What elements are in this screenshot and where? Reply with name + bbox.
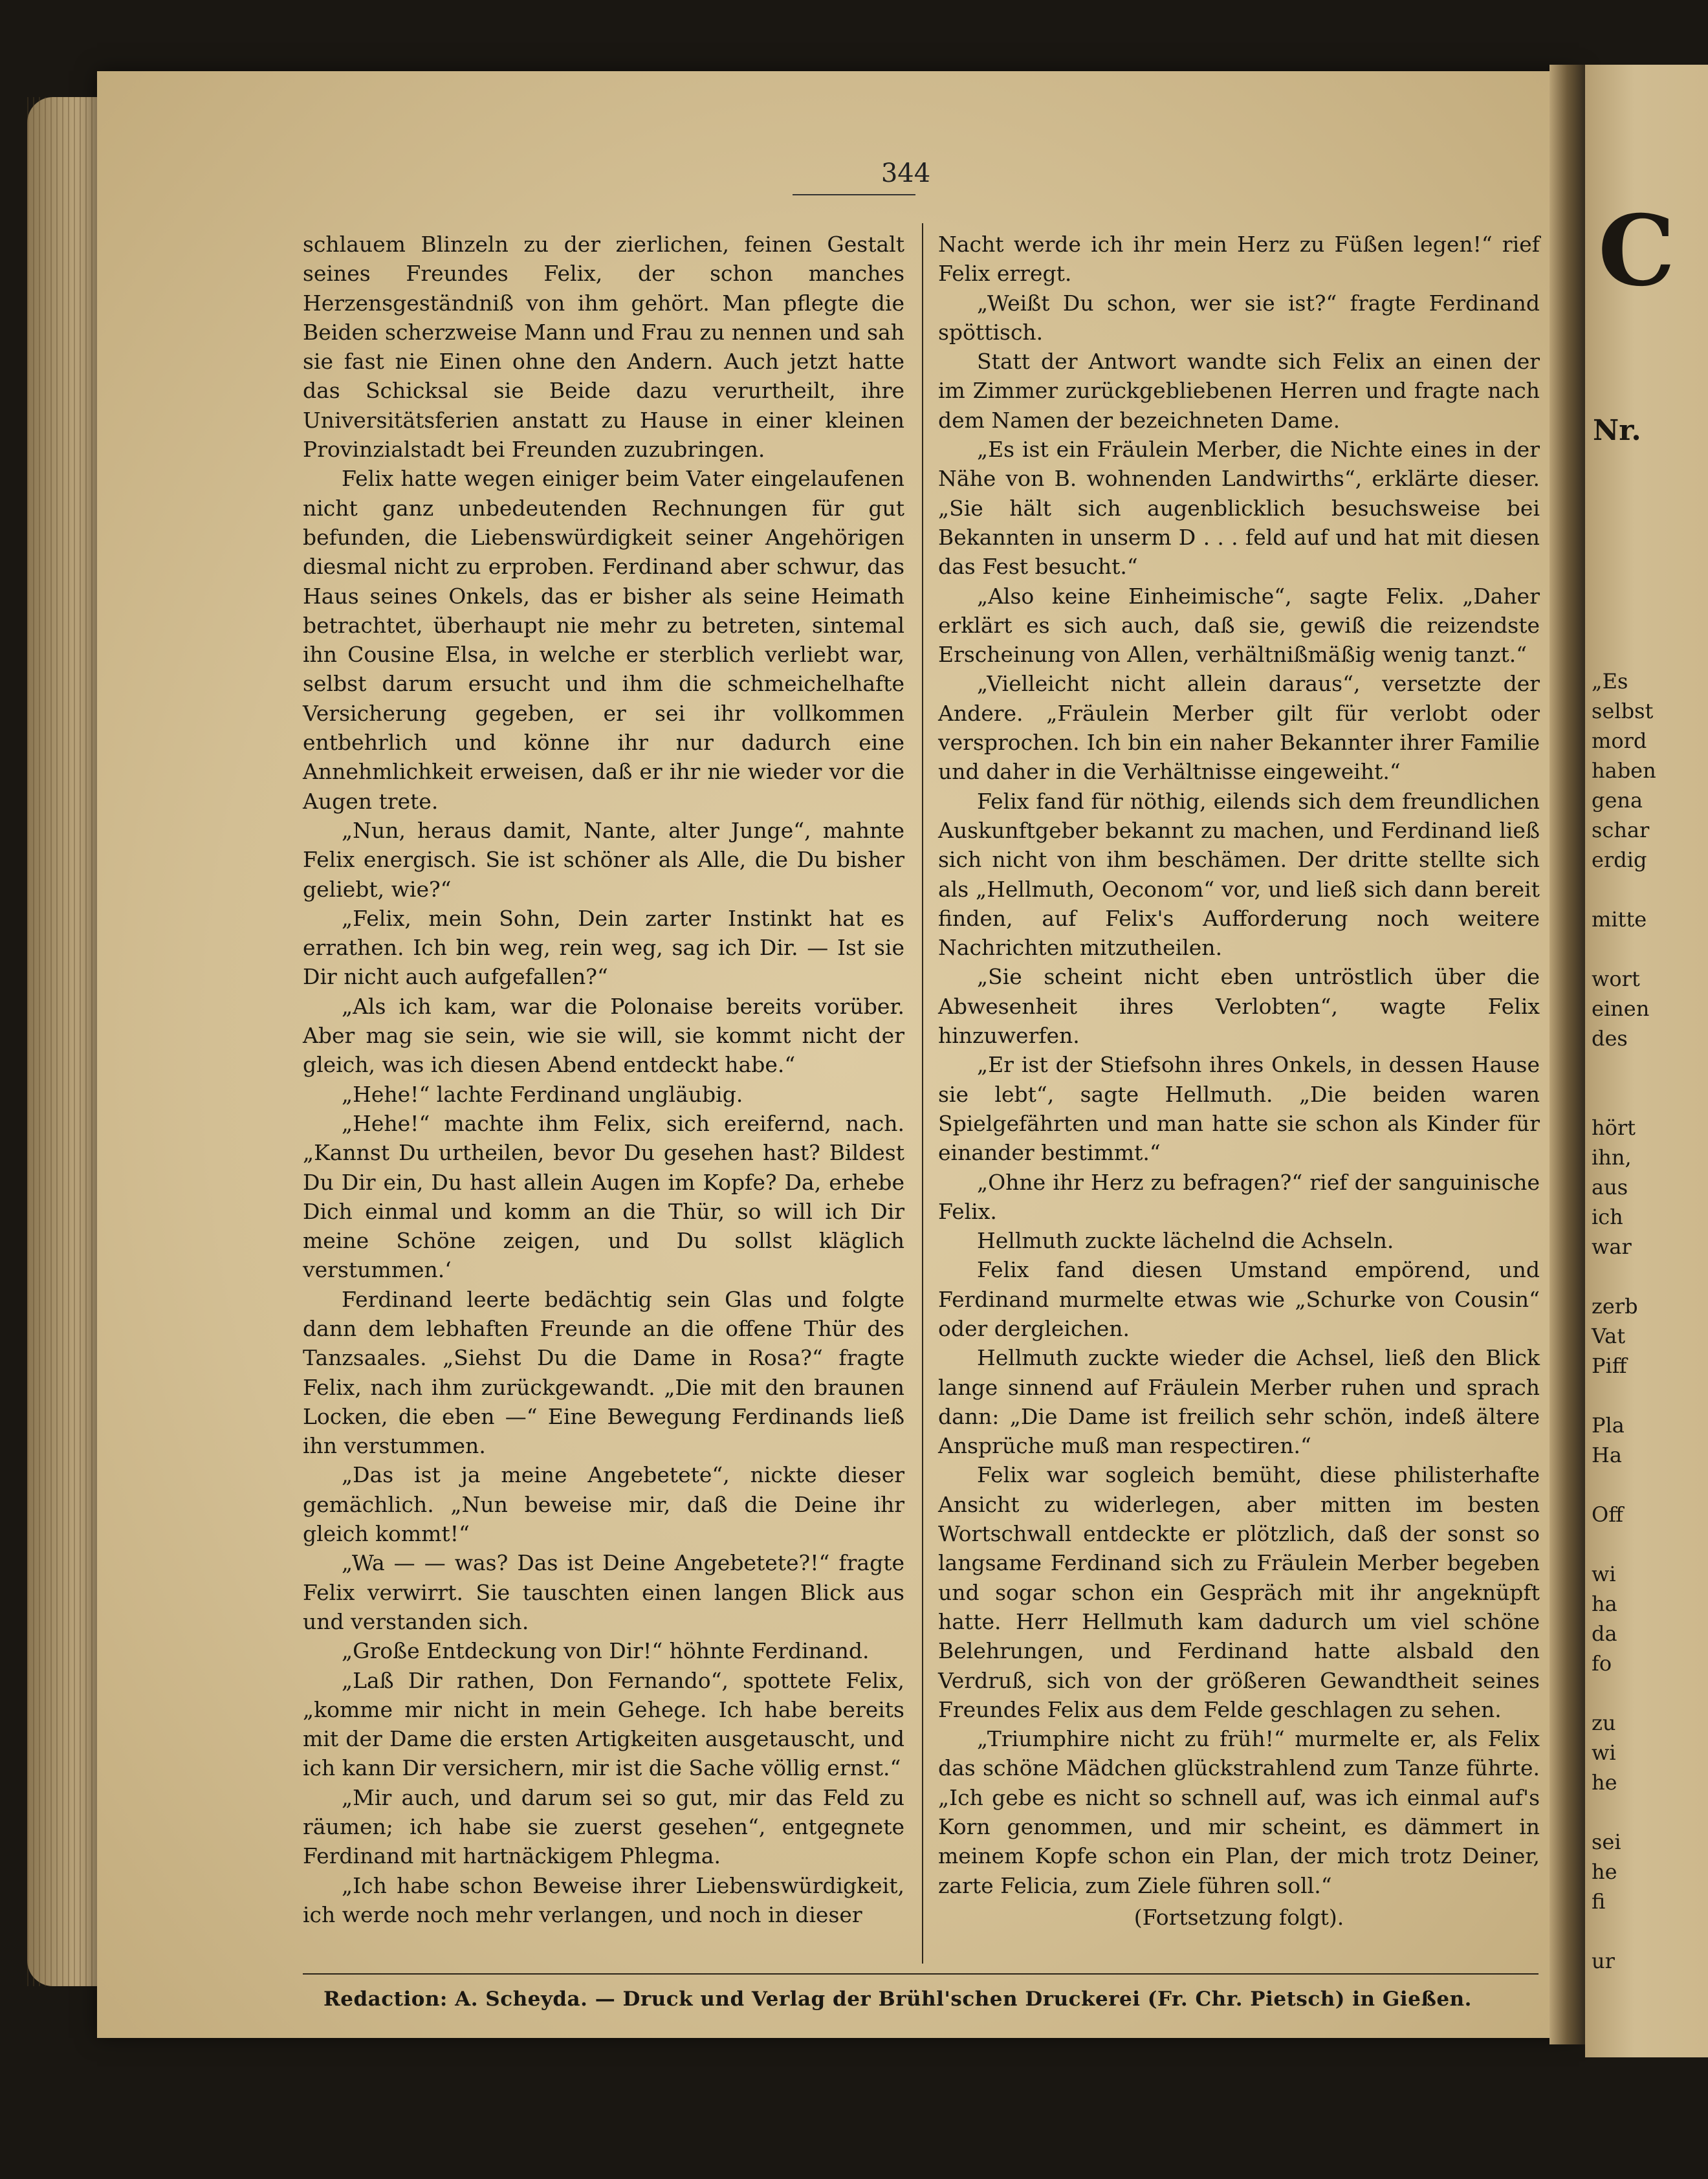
facing-line-fragment: da — [1592, 1621, 1617, 1646]
paragraph: Ferdinand leerte bedächtig sein Glas und folgte dann dem lebhaften Freunde an die offene Thür des Tanzsaales. „Siehst Du die Dame in Rosa?“ fragte Felix, nach ihm zurückgewandt. „Die mit den braunen Locken, die eben —“ Eine Bewegung Ferdinands ließ ihn verstummen. — [303, 1286, 904, 1459]
facing-line-fragment: he — [1592, 1770, 1617, 1795]
facing-page-title-fragment: C — [1598, 194, 1676, 308]
facing-line-fragment: fi — [1592, 1889, 1606, 1914]
paragraph: Statt der Antwort wandte sich Felix an einen der im Zimmer zurückgebliebenen Herren und fragte nach dem Namen der bezeichneten Dame. — [938, 349, 1540, 433]
paragraph: „Als ich kam, war die Polonaise bereits vorüber. Aber mag sie sein, wie sie will, sie kommt nicht der gleich, was ich diesen Abend entdeckt habe.“ — [303, 993, 904, 1078]
facing-line-fragment: des — [1592, 1026, 1628, 1051]
facing-line-fragment: Pla — [1592, 1413, 1625, 1438]
paragraph: schlauem Blinzeln zu der zierlichen, feinen Gestalt seines Freundes Felix, der schon manches Herzensgeständniß von ihm gehört. Man pflegte die Beiden scherzweise Mann und Frau zu nennen und sah sie fast nie Einen ohne den Andern. Auch jetzt hatte das Schicksal sie Beide dazu verurtheilt, ihre Universitätsferien anstatt zu Hause in einer kleinen Provinzialstadt bei Freunden zuzubringen. — [303, 232, 904, 463]
page-number-rule — [793, 194, 915, 195]
book-gutter — [1549, 65, 1588, 2044]
paragraph: „Das ist ja meine Angebetete“, nickte dieser gemächlich. „Nun beweise mir, daß die Deine ihr gleich kommt!“ — [303, 1462, 904, 1547]
facing-line-fragment: ur — [1592, 1949, 1615, 1973]
facing-line-fragment — [1592, 1797, 1708, 1827]
paragraph: „Ich habe schon Beweise ihrer Liebenswürdigkeit, ich werde noch mehr verlangen, und noch in dieser — [303, 1872, 904, 1927]
paragraph: Felix fand diesen Umstand empörend, und Ferdinand murmelte etwas wie „Schurke von Cousin“ oder dergleichen. — [938, 1257, 1540, 1341]
facing-line-fragment — [1592, 1470, 1708, 1500]
facing-line-fragment: Ha — [1592, 1443, 1622, 1467]
facing-line-fragment: aus — [1592, 1175, 1628, 1199]
facing-line-fragment: ha — [1592, 1592, 1617, 1616]
facing-line-fragment: Piff — [1592, 1353, 1627, 1378]
facing-line-fragment: schar — [1592, 818, 1650, 842]
facing-line-fragment — [1592, 1916, 1708, 1946]
facing-line-fragment — [1592, 1053, 1708, 1083]
paragraph: „Laß Dir rathen, Don Fernando“, spottete Felix, „komme mir nicht in mein Gehege. Ich habe bereits mit der Dame die ersten Artigkeiten ausgetauscht, und ich kann Dir versichern, mir ist die Sache völlig ernst.“ — [303, 1667, 904, 1781]
paragraph: Felix war sogleich bemüht, diese philisterhafte Ansicht zu widerlegen, aber mitten im besten Wortschwall entdeckte er plötzlich, daß der sonst so langsame Ferdinand sich zu Fräulein Merber begeben und sogar schon ein Gespräch mit ihr angeknüpft hatte. Herr Hellmuth kam dadurch um viel schöne Belehrungen, und Ferdinand hatte alsbald den Verdruß, sich von der größeren Gewandtheit seines Freundes Felix aus dem Felde geschlagen zu sehen. — [938, 1462, 1540, 1722]
imprint-footer: Redaction: A. Scheyda. — Druck und Verlag der Brühl'schen Druckerei (Fr. Chr. Pietsch) in Gießen. — [323, 1987, 1472, 2011]
facing-line-fragment: wi — [1592, 1740, 1616, 1765]
paragraph: „Ohne ihr Herz zu befragen?“ rief der sanguinische Felix. — [938, 1169, 1540, 1224]
facing-line-fragment: Vat — [1592, 1324, 1626, 1348]
facing-line-fragment — [1592, 875, 1708, 904]
paragraph: „Wa — — was? Das ist Deine Angebetete?!“ fragte Felix verwirrt. Sie tauschten einen langen Blick aus und verstanden sich. — [303, 1550, 904, 1634]
paragraph: Hellmuth zuckte lächelnd die Achseln. — [977, 1228, 1394, 1254]
facing-line-fragment — [1592, 1529, 1708, 1559]
paragraph: „Er ist der Stiefsohn ihres Onkels, in dessen Hause sie lebt“, sagte Hellmuth. „Die beiden waren Spielgefährten und man hatte sie schon als Kinder für einander bestimmt.“ — [938, 1052, 1540, 1166]
facing-line-fragment: hört — [1592, 1115, 1636, 1140]
facing-line-fragment: zu — [1592, 1711, 1616, 1735]
facing-line-fragment: einen — [1592, 996, 1650, 1021]
facing-line-fragment: erdig — [1592, 848, 1647, 872]
paragraph: Felix fand für nöthig, eilends sich dem freundlichen Auskunftgeber bekannt zu machen, und Ferdinand ließ sich nicht von ihm beschämen. Der dritte stellte sich als „Hellmuth, Oeconom“ vor, und ließ sich dann bereit finden, auf Felix's Aufforderung noch weitere Nachrichten mitzutheilen. — [938, 788, 1540, 961]
paragraph: Nacht werde ich ihr mein Herz zu Füßen legen!“ rief Felix erregt. — [938, 232, 1540, 287]
facing-line-fragment: war — [1592, 1234, 1632, 1259]
paragraph: „Große Entdeckung von Dir!“ höhnte Ferdinand. — [342, 1638, 870, 1664]
facing-line-fragment: ich — [1592, 1205, 1623, 1229]
facing-line-fragment — [1592, 934, 1708, 964]
facing-line-fragment: mord — [1592, 728, 1647, 753]
paragraph: „Nun, heraus damit, Nante, alter Junge“, mahnte Felix energisch. Sie ist schöner als Alle, die Du bisher geliebt, wie?“ — [303, 817, 904, 902]
facing-line-fragment: wi — [1592, 1562, 1616, 1586]
paragraph: „Hehe!“ machte ihm Felix, sich ereifernd, nach. „Kannst Du urtheilen, bevor Du gesehen hast? Bildest Du Dir ein, Du hast allein Augen im Kopfe? Da, erhebe Dich einmal und komm an die Thür, so will ich Dir meine Schöne zeigen, und Du sollst kläglich verstummen.‘ — [303, 1110, 904, 1283]
paragraph: „Weißt Du schon, wer sie ist?“ fragte Ferdinand spöttisch. — [938, 290, 1540, 345]
paragraph: Felix hatte wegen einiger beim Vater eingelaufenen nicht ganz unbedeutenden Rechnungen für gut befunden, die Liebenswürdigkeit seiner Angehörigen diesmal nicht zu erproben. Ferdinand aber schwur, das Haus seines Onkels, das er bisher als seine Heimath betrachtet, überhaupt nie mehr zu betreten, sintemal ihn Cousine Elsa, in welche er sterblich verliebt war, selbst darum ersucht und ihm die schmeichelhafte Versicherung gegeben, er sei ihr vollkommen entbehrlich und könne ihr nur dadurch eine Annehmlichkeit erweisen, daß er ihr nie wieder vor die Augen trete. — [303, 466, 904, 814]
continued-note: (Fortsetzung folgt). — [1133, 1904, 1344, 1930]
facing-line-fragment — [1592, 1083, 1708, 1113]
facing-page-text-fragments — [1592, 666, 1708, 1976]
facing-line-fragment — [1592, 1678, 1708, 1708]
facing-line-fragment: mitte — [1592, 907, 1647, 932]
facing-line-fragment: fo — [1592, 1651, 1612, 1676]
facing-line-fragment: Off — [1592, 1502, 1623, 1527]
facing-line-fragment: ihn, — [1592, 1145, 1632, 1170]
right-text-column — [938, 230, 1540, 1932]
paragraph: „Also keine Einheimische“, sagte Felix. „Daher erklärt es sich auch, daß sie, gewiß die reizendste Erscheinung von Allen, verhältnißmäßig wenig tanzt.“ — [938, 583, 1540, 668]
paragraph: „Mir auch, und darum sei so gut, mir das Feld zu räumen; ich habe sie zuerst gesehen“, entgegnete Ferdinand mit hartnäckigem Phlegma. — [303, 1784, 904, 1869]
paragraph: „Felix, mein Sohn, Dein zarter Instinkt hat es errathen. Ich bin weg, rein weg, sag ich Dir. — Ist sie Dir nicht auch aufgefallen?“ — [303, 905, 904, 990]
paragraph: „Vielleicht nicht allein daraus“, versetzte der Andere. „Fräulein Merber gilt für verlobt oder versprochen. Ich bin ein naher Bekannter ihrer Familie und daher in die Verhältnisse eingeweiht.“ — [938, 671, 1540, 785]
facing-line-fragment: selbst — [1592, 699, 1654, 723]
facing-line-fragment: sei — [1592, 1830, 1621, 1854]
paragraph: „Sie scheint nicht eben untröstlich über die Abwesenheit ihres Verlobten“, wagte Felix hinzuwerfen. — [938, 964, 1540, 1049]
footer-rule — [303, 1973, 1538, 1975]
paragraph: Hellmuth zuckte wieder die Achsel, ließ den Blick lange sinnend auf Fräulein Merber ruhen und sprach dann: „Die Dame ist freilich sehr schön, indeß ältere Ansprüche muß man respectiren.“ — [938, 1345, 1540, 1459]
paragraph: „Es ist ein Fräulein Merber, die Nichte eines in der Nähe von B. wohnenden Landwirths“, erklärte dieser. „Sie hält sich augenblicklich besuchsweise bei Bekannten in unserm D . . . feld auf und hat mit diesen das Fest besucht.“ — [938, 437, 1540, 580]
facing-page-nr-fragment: Nr. — [1593, 414, 1641, 447]
facing-line-fragment: wort — [1592, 967, 1640, 991]
paragraph: „Hehe!“ lachte Ferdinand ungläubig. — [342, 1081, 743, 1107]
facing-line-fragment — [1592, 1381, 1708, 1410]
facing-line-fragment: gena — [1592, 788, 1643, 813]
page-number: 344 — [881, 159, 931, 188]
facing-line-fragment — [1592, 1262, 1708, 1291]
column-divider — [922, 223, 923, 1964]
facing-line-fragment: haben — [1592, 758, 1656, 783]
facing-line-fragment: zerb — [1592, 1294, 1638, 1319]
facing-line-fragment: „Es — [1592, 669, 1628, 694]
left-text-column — [303, 230, 904, 1929]
paragraph: „Triumphire nicht zu früh!“ murmelte er, als Felix das schöne Mädchen glückstrahlend zum Tanze führte. „Ich gebe es nicht so schnell auf, was ich einmal auf's Korn genommen, und mir scheint, es dämmert in meinem Kopfe schon ein Plan, der mich trotz Deiner, zarte Felicia, zum Ziele führen soll.“ — [938, 1726, 1540, 1898]
facing-line-fragment: he — [1592, 1859, 1617, 1884]
